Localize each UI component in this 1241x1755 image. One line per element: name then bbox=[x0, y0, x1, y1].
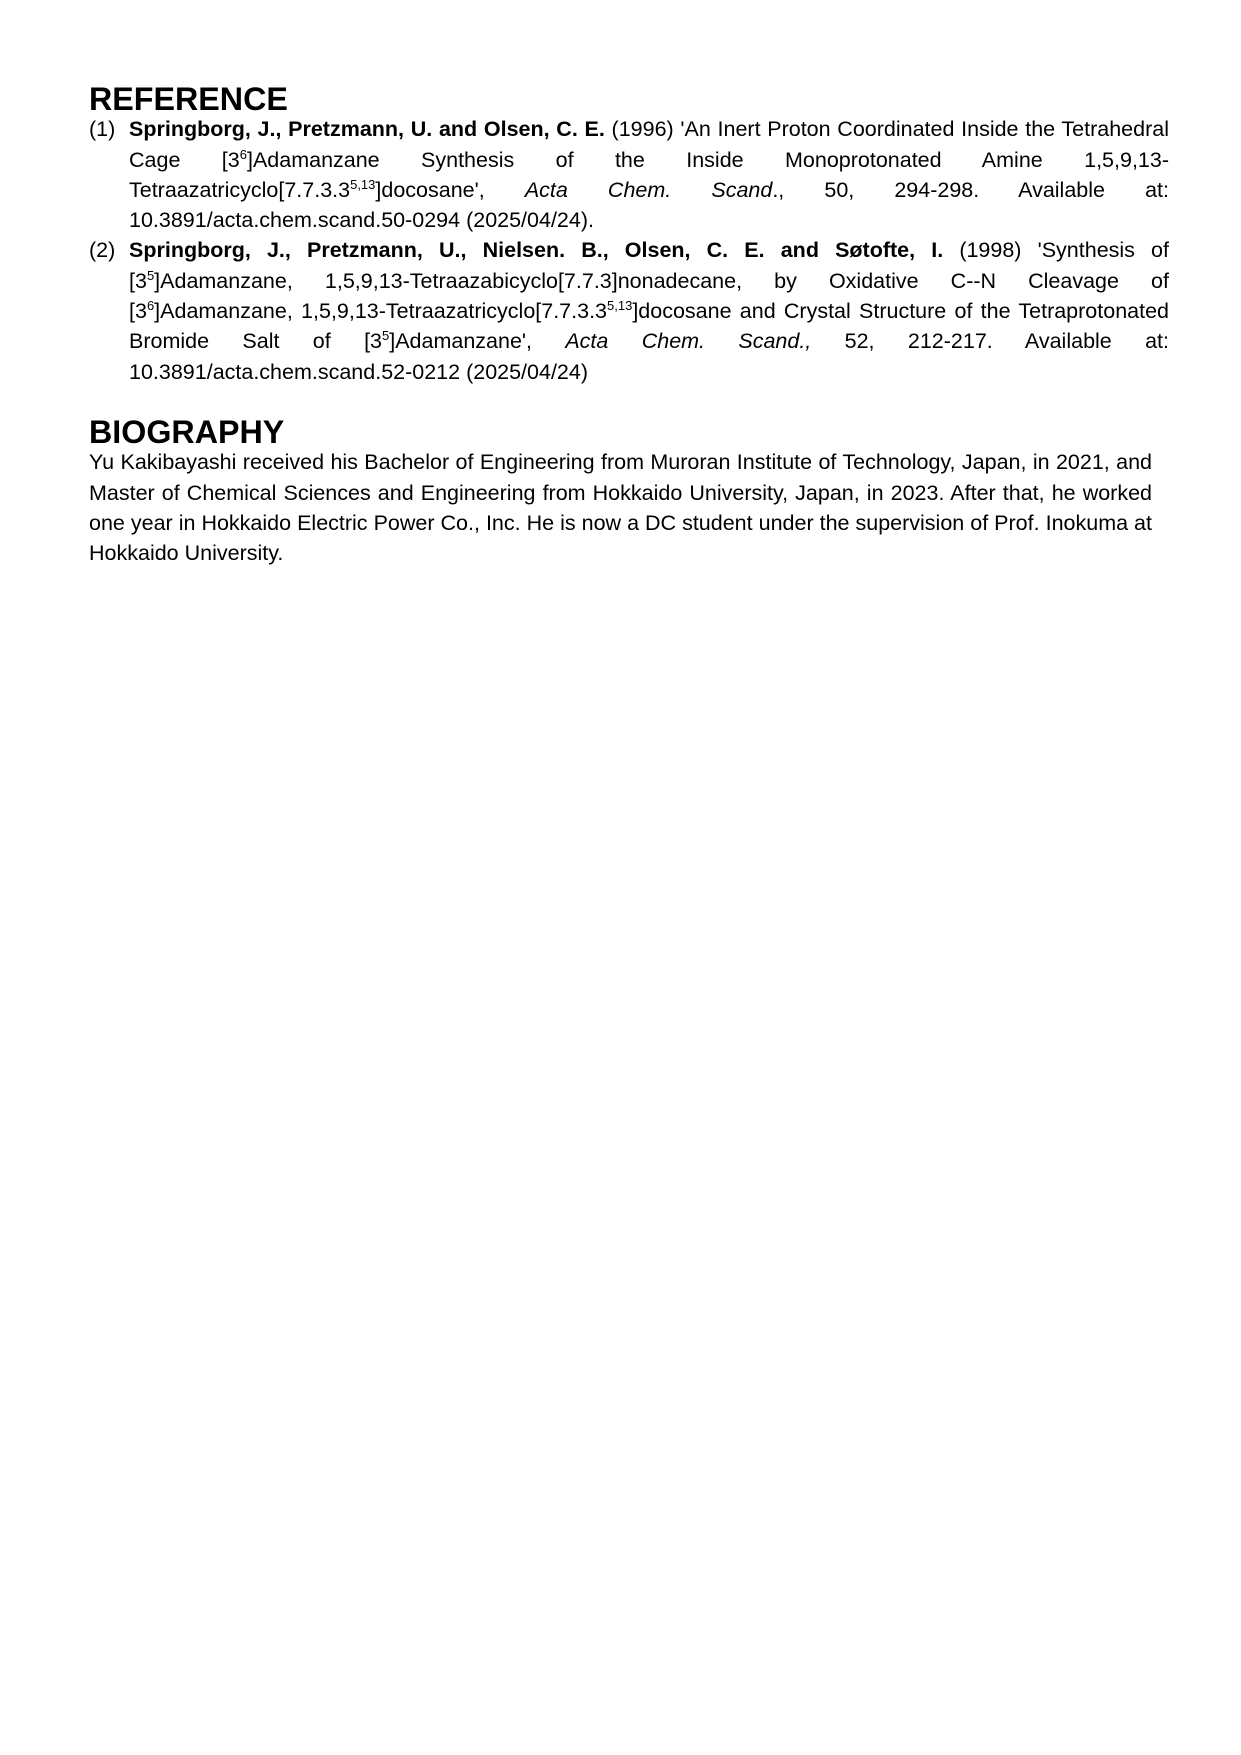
reference-item-1 bbox=[89, 114, 1169, 235]
reference-number: (1) bbox=[89, 117, 116, 142]
reference-number: (2) bbox=[89, 238, 116, 263]
reference-title: 'Synthesis of $[3^5]Adamanzane$, 1,5,9,13-Tetraazabicyclo[7.7.3]nonadecane, by Oxidative C--N Cleavage of $[3^6]Adamanzane$, 1,5,9,13-Tetraazatricyclo[7.7.3.3$^{5,13}$]docosane and Crystal Structure of the Tetraprotonated Bromide Salt of $[3^5]Adamanzane'$, bbox=[129, 238, 1169, 354]
biography-section bbox=[89, 413, 1152, 568]
reference-journal: Acta Chem. Scand bbox=[524, 177, 773, 202]
reference-heading: REFERENCE bbox=[89, 81, 288, 117]
reference-item-2 bbox=[89, 235, 1169, 386]
document-page bbox=[89, 81, 1170, 568]
biography-heading: BIOGRAPHY bbox=[89, 413, 285, 450]
reference-details: 52, 212-217. Available at: 10.3891/acta.chem.scand.52-0212 (2025/04/24) bbox=[129, 329, 1170, 384]
reference-title: 'An Inert Proton Coordinated Inside the Tetrahedral Cage $[3^6]Adamanzane$ Synthesis of the Inside Monoprotonated Amine 1,5,9,13-Tetraazatricyclo[7.7.3.3$^{5,13}$]docosane', bbox=[129, 117, 1169, 202]
reference-authors: Springborg, J., Pretzmann, U., Nielsen. B., Olsen, C. E. and Søtofte, I. bbox=[129, 238, 944, 263]
reference-journal: Acta Chem. Scand., bbox=[565, 329, 812, 354]
reference-year: (1998) bbox=[943, 238, 1038, 263]
reference-section bbox=[89, 81, 1170, 387]
biography-text: Yu Kakibayashi received his Bachelor of Engineering from Muroran Institute of Technology, Japan, in 2021, and Master of Chemical Sciences and Engineering from Hokkaido University, Japan, in 2023. After that, he worked one year in Hokkaido Electric Power Co., Inc. He is now a DC student under the supervision of Prof. Inokuma at Hokkaido University. bbox=[89, 450, 1152, 566]
reference-year: (1996) bbox=[604, 117, 681, 142]
reference-authors: Springborg, J., Pretzmann, U. and Olsen, C. E. bbox=[129, 117, 605, 142]
reference-details: ., 50, 294-298. Available at: 10.3891/acta.chem.scand.50-0294 (2025/04/24). bbox=[129, 177, 1169, 233]
reference-list bbox=[89, 114, 1169, 387]
